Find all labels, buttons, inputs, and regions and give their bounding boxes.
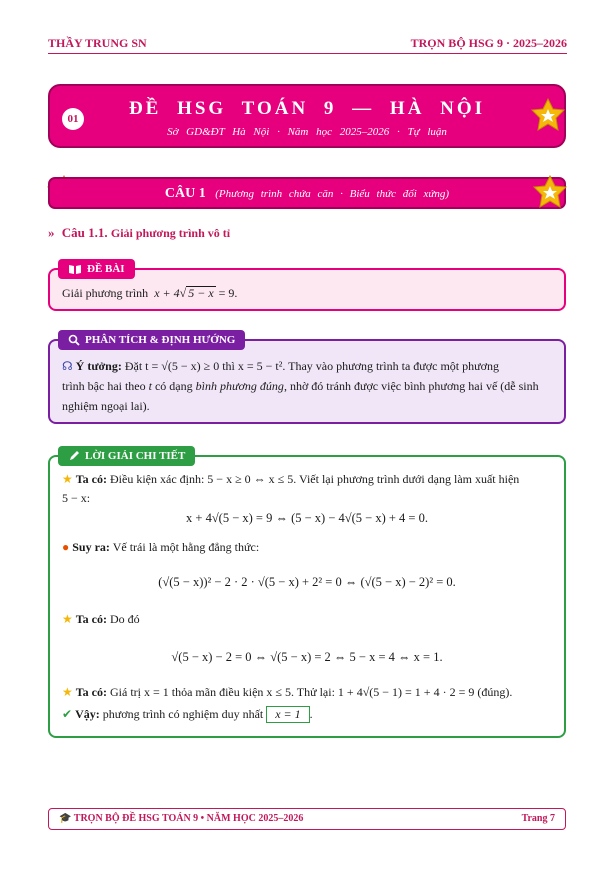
- idea-line-3: nghiệm ngoại lai).: [62, 399, 150, 413]
- question-heading: [48, 225, 230, 241]
- equation-3: √(5 − x) − 2 = 0 ⇔ √(5 − x) = 2 ⇔ 5 − x = 4 ⇔ x = 1.: [171, 650, 443, 664]
- question-group-label: CÂU 1: [164, 186, 206, 201]
- problem-tag: [58, 259, 135, 279]
- question-group-bar: [48, 177, 566, 209]
- solution-step-3: [62, 612, 140, 627]
- idea-line-2c: có dạng: [151, 379, 196, 393]
- solution-step-1-cont: 5 − x:: [62, 491, 91, 505]
- page-footer: [48, 808, 566, 830]
- idea-line-1: Đặt t = √(5 − x) ≥ 0 thì x = 5 − t². Thay vào phương trình ta được một phương: [121, 359, 499, 373]
- idea-line-2a: trình bậc hai theo: [62, 379, 149, 393]
- search-icon: [68, 334, 80, 346]
- graduation-cap-icon: 🎓: [59, 813, 72, 824]
- page-header: [48, 36, 567, 51]
- solution-tag: [58, 446, 195, 466]
- exam-title-box: [48, 84, 566, 148]
- star-right-icon: [532, 175, 568, 211]
- conclusion-label: Vậy:: [75, 707, 100, 721]
- exam-subtitle: Sở GD&ĐT Hà Nội · Năm học 2025–2026 · Tự luận: [167, 126, 447, 138]
- question-title: Giải phương trình vô tỉ: [110, 226, 231, 240]
- solution-step-4: [62, 685, 512, 700]
- equation-1: x + 4√(5 − x) = 9 ⇔ (5 − x) − 4√(5 − x) + 4 = 0.: [186, 511, 428, 525]
- step-1-label: Ta có:: [75, 472, 107, 486]
- footer-left: [59, 813, 303, 824]
- idea-line-2d: bình phương đúng: [195, 379, 284, 393]
- double-chevron-icon: »: [48, 225, 55, 240]
- step-4-label: Ta có:: [75, 685, 107, 699]
- question-label: Câu 1.1.: [61, 225, 108, 240]
- star-icon: ★: [62, 612, 73, 626]
- problem-statement: Giải phương trình x + 4√ 5 − x = 9.: [62, 286, 238, 300]
- idea-line-2b: t: [148, 379, 152, 393]
- problem-eq-pre: x + 4: [154, 286, 180, 300]
- solution-step-1: [62, 472, 519, 487]
- problem-text: Giải phương trình: [62, 286, 149, 300]
- idea-icon: ☊: [62, 359, 73, 373]
- idea-line-2e: , nhờ đó tránh được việc bình phương hai vế (dễ sinh: [283, 379, 539, 393]
- book-icon: [68, 264, 82, 275]
- exam-number-badge: 01: [62, 108, 84, 130]
- answer-box: x = 1: [266, 706, 309, 723]
- pen-icon: [68, 450, 80, 462]
- step-2-text: Vế trái là một hằng đẳng thức:: [109, 540, 260, 554]
- solution-step-2: [62, 540, 259, 555]
- lightbulb-icon: ●: [62, 540, 70, 554]
- problem-tag-label: ĐỀ BÀI: [87, 263, 125, 275]
- step-2-label: Suy ra:: [72, 540, 110, 554]
- idea-label: Ý tưởng:: [75, 359, 122, 373]
- star-badge-icon: [530, 98, 566, 134]
- header-series: TRỌN BỘ HSG 9 · 2025–2026: [410, 36, 567, 50]
- exam-title: ĐỀ HSG TOÁN 9 — HÀ NỘI: [128, 98, 486, 119]
- step-4-text: Giá trị x = 1 thỏa mãn điều kiện x ≤ 5. Thử lại: 1 + 4√(5 − 1) = 1 + 4 · 2 = 9 (đúng).: [107, 685, 513, 699]
- conclusion-end: .: [309, 707, 313, 721]
- star-icon: ★: [62, 685, 73, 699]
- question-group-desc: (Phương trình chứa căn · Biểu thức đối xứng): [215, 188, 450, 200]
- step-3-label: Ta có:: [75, 612, 107, 626]
- equation-2: (√(5 − x))² − 2 · 2 · √(5 − x) + 2² = 0 ⇔ (√(5 − x) − 2)² = 0.: [158, 575, 456, 589]
- conclusion-text: phương trình có nghiệm duy nhất: [99, 707, 267, 721]
- check-circle-icon: ✔: [62, 707, 73, 721]
- solution-tag-label: LỜI GIẢI CHI TIẾT: [85, 450, 186, 462]
- problem-eq-radicand: 5 − x: [188, 286, 214, 300]
- header-author: THẦY TRUNG SN: [48, 36, 147, 50]
- step-1-text: Điều kiện xác định: 5 − x ≥ 0 ⇔ x ≤ 5. Viết lại phương trình dưới dạng làm xuất hiện: [107, 472, 520, 486]
- star-icon: ★: [62, 472, 73, 486]
- header-divider: [48, 53, 567, 54]
- analysis-tag-label: PHÂN TÍCH & ĐỊNH HƯỚNG: [85, 334, 236, 346]
- step-3-text: Do đó: [107, 612, 140, 626]
- solution-conclusion: [62, 706, 313, 723]
- page-number: Trang 7: [521, 813, 555, 824]
- analysis-tag: [58, 330, 245, 350]
- analysis-text: [62, 356, 552, 416]
- footer-series: TRỌN BỘ ĐỀ HSG TOÁN 9 • NĂM HỌC 2025–2026: [73, 813, 304, 824]
- problem-eq-post: = 9.: [215, 286, 238, 300]
